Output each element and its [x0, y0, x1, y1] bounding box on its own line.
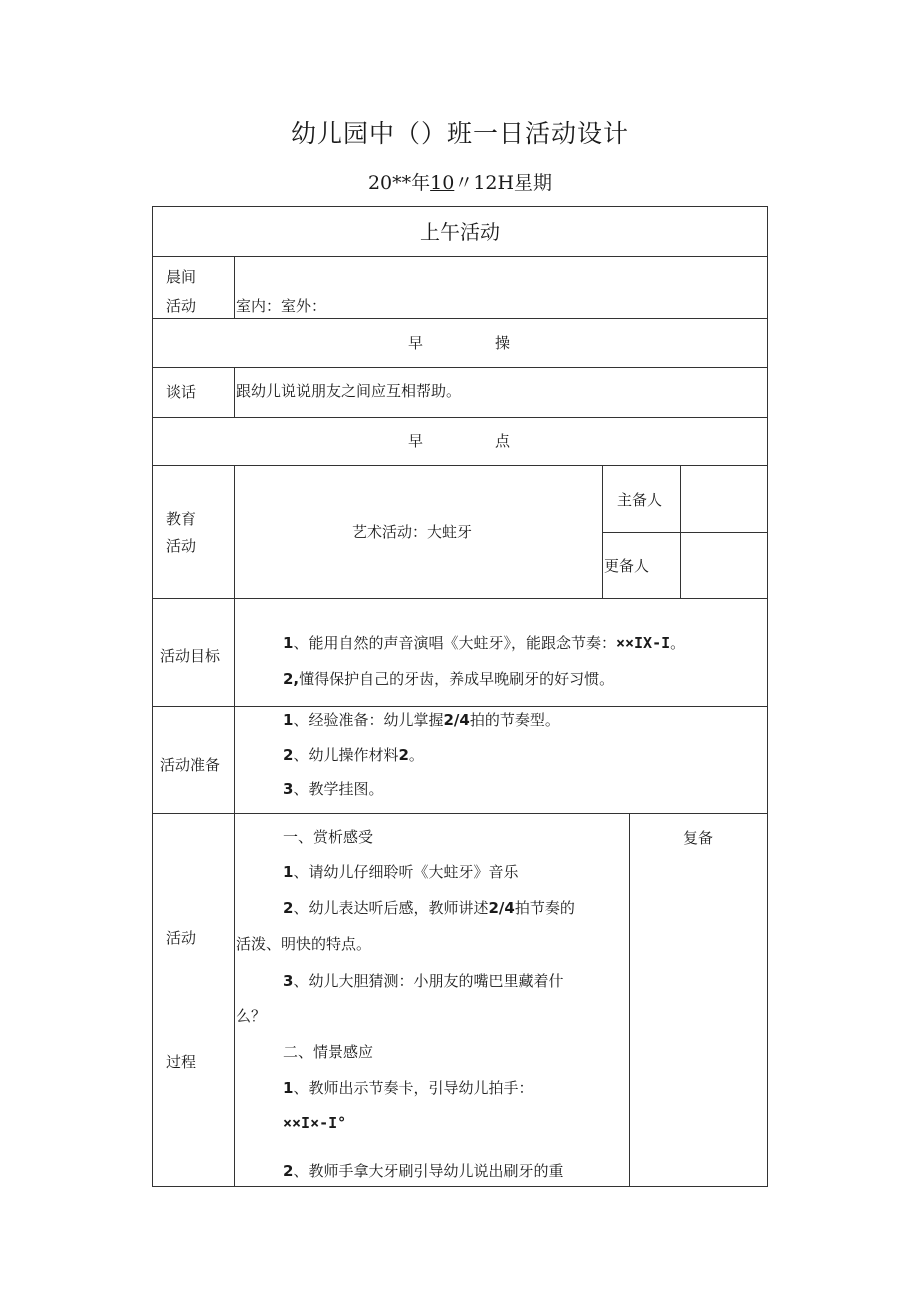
- goal-2-text: 懂得保护自己的牙齿，养成早晚刷牙的好习惯。: [299, 670, 615, 688]
- process-2-text: 、请幼儿仔细聆听《大蛀牙》音乐: [293, 863, 519, 881]
- exercise-label-2: 操: [495, 334, 511, 352]
- goal-line-2: [283, 670, 614, 688]
- goal-1-number: 1: [283, 634, 294, 652]
- prep-1-meter: 2/4: [443, 711, 470, 729]
- prep-line-3: [283, 780, 383, 798]
- process-10-text: 、教师手拿大牙刷引导幼儿说出刷牙的重: [293, 1162, 564, 1180]
- prep-1-text-a: 、经验准备：幼儿掌握: [293, 711, 444, 729]
- morning-content: 室内：室外：: [236, 297, 327, 315]
- process-rhythm: ××I×-I°: [283, 1114, 347, 1132]
- prep-2-text-a: 、幼儿操作材料: [293, 746, 399, 764]
- prep-2-number: 2: [283, 746, 294, 764]
- process-label-2: 过程: [166, 1053, 197, 1071]
- talk-label: 谈话: [166, 383, 197, 401]
- date-day-weekday: 〃12H星期: [454, 172, 553, 194]
- process-line-5: [283, 972, 563, 990]
- process-line-7: 二、情景感应: [283, 1043, 374, 1061]
- process-line-4: 活泼、明快的特点。: [236, 935, 372, 953]
- section-header: 上午活动: [420, 220, 500, 244]
- goal-1-text: 、能用自然的声音演唱《大蛀牙》，能跟念节奏：: [293, 634, 616, 652]
- goal-1-rhythm: ××IX-I: [615, 634, 671, 652]
- process-3-number: 2: [283, 899, 294, 917]
- prep-3-number: 3: [283, 780, 294, 798]
- process-3-text-a: 、幼儿表达听后感，教师讲述: [293, 899, 489, 917]
- prep-1-number: 1: [283, 711, 294, 729]
- main-preparer-label: 主备人: [617, 491, 663, 509]
- education-label-1: 教育: [166, 510, 197, 528]
- date-month: 10: [430, 172, 455, 194]
- goal-line-1: [283, 634, 685, 652]
- goal-1-end: 。: [670, 634, 686, 652]
- snack-label-1: 早: [408, 432, 424, 450]
- process-8-text: 、教师出示节奏卡，引导幼儿拍手：: [293, 1079, 534, 1097]
- process-line-6: 么？: [236, 1007, 267, 1025]
- alt-preparer-label: 更备人: [604, 557, 650, 575]
- prep-2-text-c: 。: [408, 746, 424, 764]
- process-5-number: 3: [283, 972, 294, 990]
- document-title: 幼儿园中（）班一日活动设计: [290, 119, 629, 148]
- process-8-number: 1: [283, 1079, 294, 1097]
- activity-table: [152, 206, 768, 1187]
- process-line-1: 一、赏析感受: [283, 828, 374, 846]
- process-label-1: 活动: [166, 929, 197, 947]
- process-line-2: [283, 863, 518, 881]
- process-5-text: 、幼儿大胆猜测：小朋友的嘴巴里藏着什: [293, 972, 564, 990]
- process-10-number: 2: [283, 1162, 294, 1180]
- snack-label-2: 点: [495, 432, 511, 450]
- process-line-3: [283, 899, 575, 917]
- process-2-number: 1: [283, 863, 294, 881]
- education-label-2: 活动: [166, 537, 197, 555]
- prep-line-2: [283, 746, 424, 764]
- morning-label-2: 活动: [166, 297, 197, 315]
- preparation-label: 活动准备: [160, 756, 221, 774]
- prep-line-1: [283, 711, 560, 729]
- process-3-meter: 2/4: [488, 899, 515, 917]
- review-label: 复备: [683, 829, 714, 847]
- exercise-label-1: 早: [408, 334, 424, 352]
- prep-1-text-c: 拍的节奏型。: [469, 711, 560, 729]
- document-date: [0, 168, 920, 195]
- education-content: 艺术活动：大蛀牙: [352, 523, 473, 541]
- goal-2-number: 2,: [283, 670, 300, 688]
- prep-3-text: 、教学挂图。: [293, 780, 384, 798]
- process-line-8: [283, 1079, 533, 1097]
- process-line-10: [283, 1162, 563, 1180]
- prep-2-count: 2: [398, 746, 409, 764]
- goals-label: 活动目标: [160, 647, 221, 665]
- date-year: 20**年: [367, 172, 431, 194]
- morning-label-1: 晨间: [166, 268, 197, 286]
- talk-content: 跟幼儿说说朋友之间应互相帮助。: [236, 382, 462, 400]
- process-3-text-c: 拍节奏的: [514, 899, 575, 917]
